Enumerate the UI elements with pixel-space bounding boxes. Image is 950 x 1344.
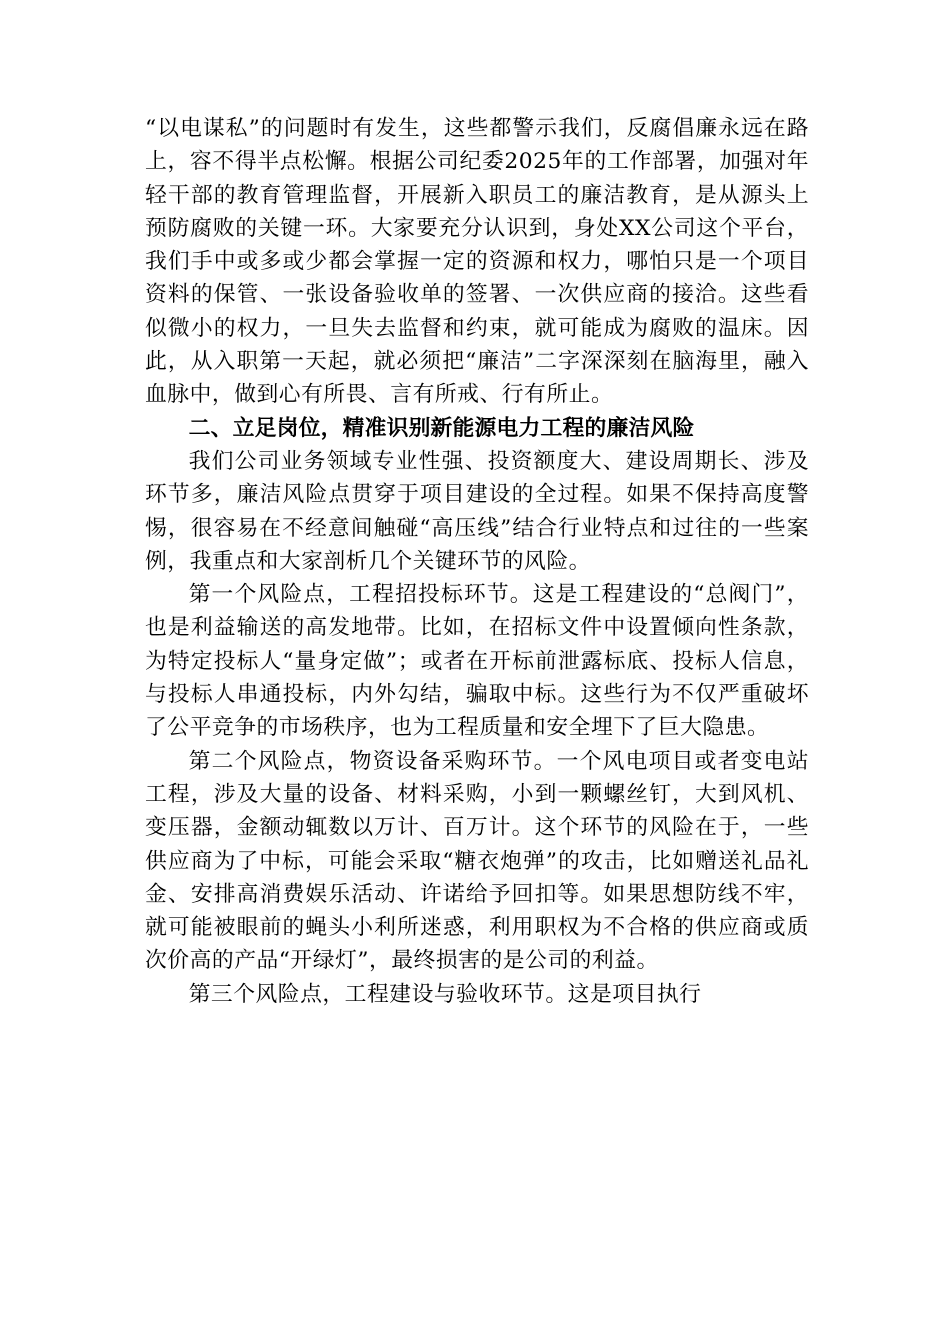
paragraph-continuation: “以电谋私”的问题时有发生，这些都警示我们，反腐倡廉永远在路上，容不得半点松懈。根据公司纪委2025年的工作部署，加强对年轻干部的教育管理监督，开展新入职员工的廉洁教育，是从源头上预防腐败的关键一环。大家要充分认识到，身处XX公司这个平台，我们手中或多或少都会掌握一定的资源和权力，哪怕只是一个项目资料的保管、一张设备验收单的签署、一次供应商的接洽。这些看似微小的权力，一旦失去监督和约束，就可能成为腐败的温床。因此，从入职第一天起，就必须把“廉洁”二字深深刻在脑海里，融入血脉中，做到心有所畏、言有所戒、行有所止。	[145, 116, 809, 408]
paragraph-intro: 我们公司业务领域专业性强、投资额度大、建设周期长、涉及环节多，廉洁风险点贯穿于项目建设的全过程。如果不保持高度警惕，很容易在不经意间触碰“高压线”结合行业特点和过往的一些案例，我重点和大家剖析几个关键环节的风险。	[145, 448, 809, 574]
paragraph-risk-1: 第一个风险点，工程招投标环节。这是工程建设的“总阀门”，也是利益输送的高发地带。比如，在招标文件中设置倾向性条款，为特定投标人“量身定做”；或者在开标前泄露标底、投标人信息，与投标人串通投标，内外勾结，骗取中标。这些行为不仅严重破坏了公平竞争的市场秩序，也为工程质量和安全埋下了巨大隐患。	[145, 582, 809, 741]
document-page	[145, 112, 809, 1011]
paragraph-risk-3: 第三个风险点，工程建设与验收环节。这是项目执行	[188, 981, 702, 1007]
paragraph-risk-2: 第二个风险点，物资设备采购环节。一个风电项目或者变电站工程，涉及大量的设备、材料采购，小到一颗螺丝钉，大到风机、变压器，金额动辄数以万计、百万计。这个环节的风险在于，一些供应商为了中标，可能会采取“糖衣炮弹”的攻击，比如赠送礼品礼金、安排高消费娱乐活动、许诺给予回扣等。如果思想防线不牢，就可能被眼前的蝇头小利所迷惑，利用职权为不合格的供应商或质次价高的产品“开绿灯”，最终损害的是公司的利益。	[145, 748, 809, 974]
section-heading: 二、立足岗位，精准识别新能源电力工程的廉洁风险	[188, 415, 695, 441]
